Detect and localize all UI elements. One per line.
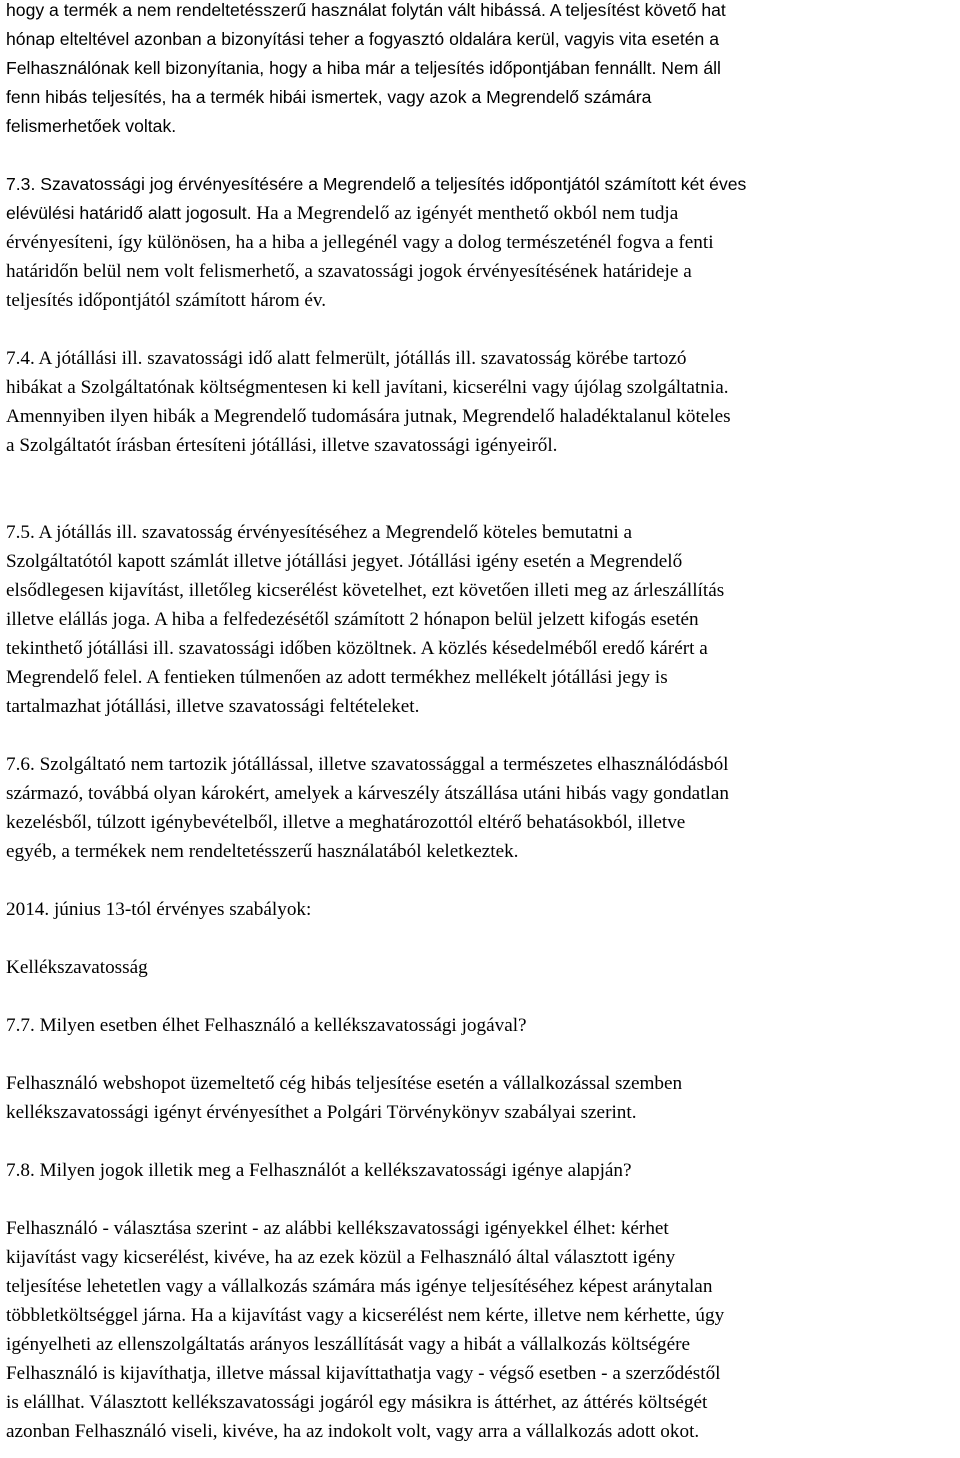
rules-heading: 2014. június 13-tól érvényes szabályok: [6,899,312,920]
question-7-7: 7.7. Milyen esetben élhet Felhasználó a kellékszavatossági jogával? [6,1015,527,1036]
question-7-8: 7.8. Milyen jogok illetik meg a Felhasználót a kellékszavatossági igénye alapján? [6,1160,632,1181]
section-7-5: 7.5. A jótállás ill. szavatosság érvényesítéséhez a Megrendelő köteles bemutatni a Szolgáltatótól kapott számlát illetve jótállási jegyet. Jótállási igény esetén a Megrendelő elsődlegesen kijavítást, illetőleg kicserélést követelhet, ezt követően illeti meg az árleszállítás illetve elállás joga. A hiba a felfedezésétől számított 2 hónapon belül jelzett kifogás esetén tekinthető jótállási ill. szavatossági időben közöltnek. A közlés késedelméből eredő kárért a Megrendelő felel. A fentieken túlmenően az adott termékhez mellékelt jótállási jegy is tartalmazhat jótállási, illetve szavatossági feltételeket. [6,522,725,717]
section-7-4: 7.4. A jótállási ill. szavatossági idő alatt felmerült, jótállás ill. szavatosság körébe tartozó hibákat a Szolgáltatónak költségmentesen ki kell javítani, kicserélni vagy újólag szolgáltatnia. Amennyiben ilyen hibák a Megrendelő tudomására jutnak, Megrendelő haladéktalanul köteles a Szolgáltatót írásban értesíteni jótállási, illetve szavatossági igényeiről. [6,348,731,456]
section-7-3 [6,170,956,315]
section-7-3-extension: Ha a Megrendelő az igényét menthető okból nem tudja érvényesíteni, így különösen, ha a hiba a jellegénél vagy a dolog természeténél fogva a fenti határidőn belül nem volt felismerhető, a szavatossági jogok érvényesítésének határideje a teljesítés időpontjától számított három év. [6,203,714,311]
document-page [6,0,956,1446]
answer-7-8: Felhasználó - választása szerint - az alábbi kellékszavatossági igényekkel élhet: kérhet kijavítást vagy kicserélést, kivéve, ha az ezek közül a Felhasználó által választott igény teljesítése lehetetlen vagy a vállalkozás számára más igénye teljesítéséhez képest aránytalan többletköltséggel járna. Ha a kijavítást vagy a kicserélést nem kérte, illetve nem kérhette, úgy igényelheti az ellenszolgáltatás arányos leszállítását vagy a hibát a vállalkozás költségére Felhasználó is kijavíthatja, illetve mással kijavíttathatja vagy - végső esetben - a szerződéstől is elállhat. Választott kellékszavatossági jogáról egy másikra is áttérhet, az áttérés költségét azonban Felhasználó viseli, kivéve, ha az indokolt volt, vagy arra a vállalkozás adott okot. [6,1218,725,1442]
section-7-3-limitation: 7.3. Szavatossági jog érvényesítésére a Megrendelő a teljesítés időpontjától számított két éves elévülési határidő alatt jogosult. [6,174,747,223]
section-7-6: 7.6. Szolgáltató nem tartozik jótállással, illetve szavatossággal a természetes elhasználódásból származó, továbbá olyan károkért, amelyek a kárveszély átszállása utáni hibás vagy gondatlan kezelésből, túlzott igénybevételből, illetve a meghatározottól eltérő behatásokból, illetve egyéb, a termékek nem rendeltetésszerű használatából keletkeztek. [6,754,729,862]
paragraph-warranty-burden: hogy a termék a nem rendeltetésszerű használat folytán vált hibássá. A teljesítést követő hat hónap elteltével azonban a bizonyítási teher a fogyasztó oldalára kerül, vagyis vita esetén a Felhasználónak kell bizonyítania, hogy a hiba már a teljesítés időpontjában fennállt. Nem áll fenn hibás teljesítés, ha a termék hibái ismertek, vagy azok a Megrendelő számára felismerhetőek voltak. [6,0,726,136]
answer-7-7: Felhasználó webshopot üzemeltető cég hibás teljesítése esetén a vállalkozással szemben kellékszavatossági igényt érvényesíthet a Polgári Törvénykönyv szabályai szerint. [6,1073,683,1123]
section-title: Kellékszavatosság [6,957,148,978]
